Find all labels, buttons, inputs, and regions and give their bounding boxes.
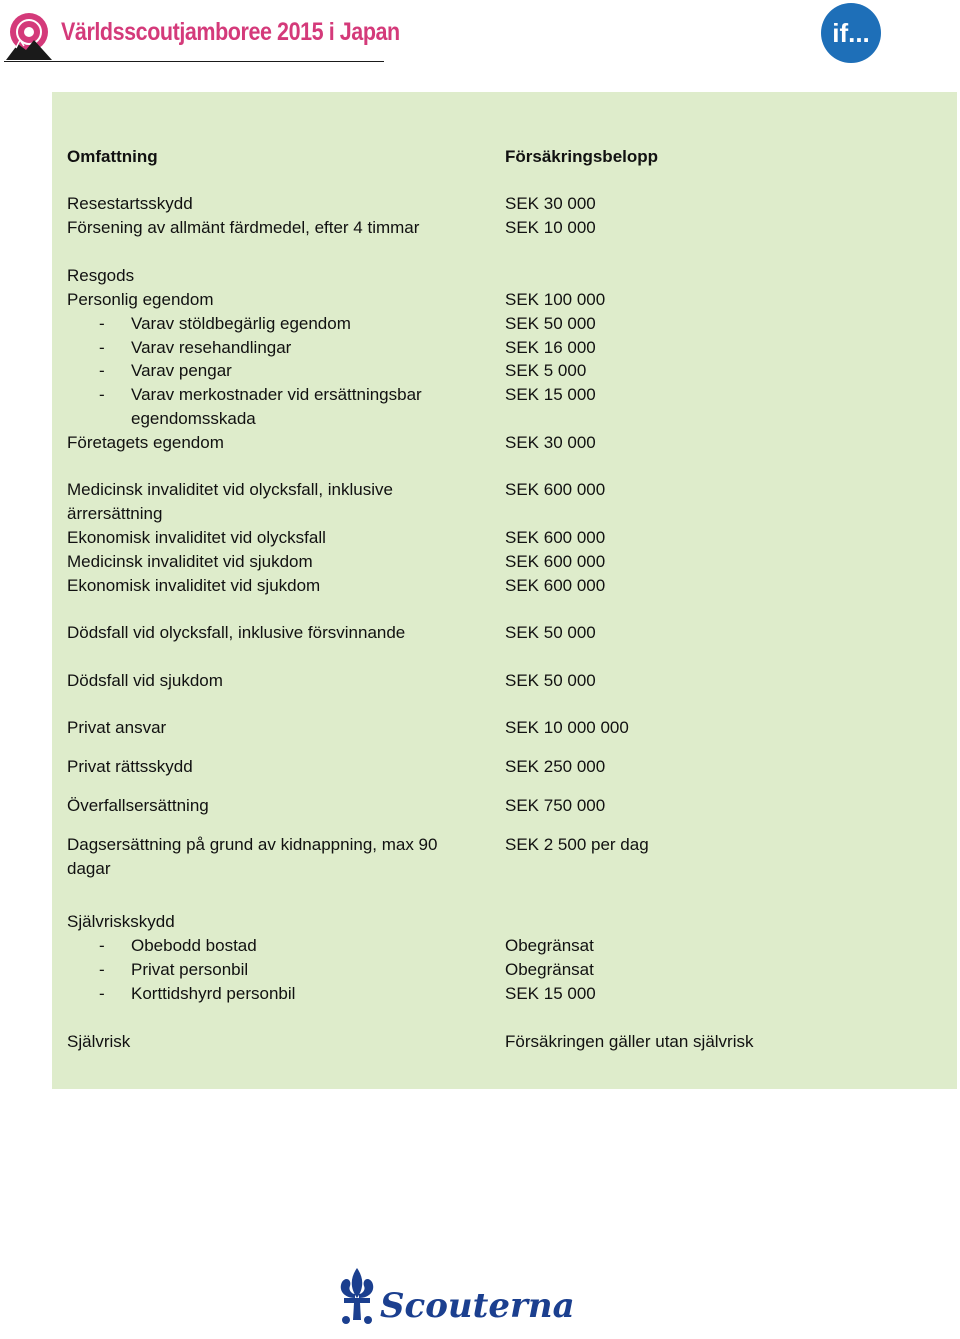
column-header-scope: Omfattning [67, 147, 158, 166]
row-label: Varav merkostnader vid ersättningsbar [131, 385, 422, 404]
row-value: SEK 600 000 [505, 576, 606, 595]
row-label: Medicinsk invaliditet vid olycksfall, inklusive [67, 480, 393, 499]
row-value: SEK 10 000 [505, 218, 596, 237]
row-value: Obegränsat [505, 960, 594, 979]
jamboree-logo [4, 10, 54, 62]
row-value: SEK 5 000 [505, 361, 587, 380]
page-title: Världsscoutjamboree 2015 i Japan [61, 18, 400, 46]
row-label: Privat rättsskydd [67, 757, 193, 776]
row-value: SEK 600 000 [505, 528, 606, 547]
row-label: dagar [67, 859, 111, 878]
row-label: Ekonomisk invaliditet vid sjukdom [67, 576, 321, 595]
row-value: SEK 2 500 per dag [505, 835, 649, 854]
row-label: Privat ansvar [67, 718, 167, 737]
row-label: Dödsfall vid olycksfall, inklusive försvinnande [67, 623, 406, 642]
list-dash: - [99, 385, 105, 404]
row-value: Obegränsat [505, 936, 594, 955]
row-label: Personlig egendom [67, 290, 214, 309]
list-dash: - [99, 338, 105, 357]
row-label: Självriskskydd [67, 912, 175, 931]
column-header-amount: Försäkringsbelopp [505, 147, 659, 166]
fleur-de-lis-icon [334, 1264, 380, 1326]
row-value: SEK 100 000 [505, 290, 606, 309]
row-label: ärrersättning [67, 504, 163, 523]
if-insurance-logo [820, 2, 882, 64]
row-value: SEK 50 000 [505, 314, 596, 333]
row-label: Medicinsk invaliditet vid sjukdom [67, 552, 313, 571]
row-value: SEK 30 000 [505, 433, 596, 452]
if-logo-text: if... [832, 18, 870, 48]
list-dash: - [99, 984, 105, 1003]
row-label: Företagets egendom [67, 433, 224, 452]
row-label: Ekonomisk invaliditet vid olycksfall [67, 528, 326, 547]
row-label: Varav pengar [131, 361, 232, 380]
row-label: Dödsfall vid sjukdom [67, 671, 223, 690]
row-value: SEK 50 000 [505, 671, 596, 690]
row-label: Varav stöldbegärlig egendom [131, 314, 351, 333]
row-value: SEK 16 000 [505, 338, 596, 357]
row-value: SEK 600 000 [505, 480, 606, 499]
list-dash: - [99, 361, 105, 380]
row-label: Överfallsersättning [67, 796, 209, 815]
row-value: SEK 600 000 [505, 552, 606, 571]
row-label: Obebodd bostad [131, 936, 257, 955]
scouterna-logo-text: Scouterna [380, 1286, 575, 1326]
row-label: Resestartsskydd [67, 194, 193, 213]
list-dash: - [99, 936, 105, 955]
row-value: SEK 15 000 [505, 984, 596, 1003]
row-value: SEK 15 000 [505, 385, 596, 404]
row-label: Försening av allmänt färdmedel, efter 4 timmar [67, 218, 420, 237]
row-value: SEK 250 000 [505, 757, 606, 776]
row-value: SEK 10 000 000 [505, 718, 629, 737]
row-label: Dagsersättning på grund av kidnappning, max 90 [67, 835, 438, 854]
row-label: Självrisk [67, 1032, 131, 1051]
row-value: Försäkringen gäller utan självrisk [505, 1032, 754, 1051]
row-label: Privat personbil [131, 960, 249, 979]
row-value: SEK 750 000 [505, 796, 606, 815]
row-value: SEK 30 000 [505, 194, 596, 213]
list-dash: - [99, 960, 105, 979]
row-label: Varav resehandlingar [131, 338, 292, 357]
row-value: SEK 50 000 [505, 623, 596, 642]
header-divider [4, 61, 384, 62]
row-label: Resgods [67, 266, 135, 285]
row-label: egendomsskada [131, 409, 256, 428]
row-label: Korttidshyrd personbil [131, 984, 296, 1003]
list-dash: - [99, 314, 105, 333]
